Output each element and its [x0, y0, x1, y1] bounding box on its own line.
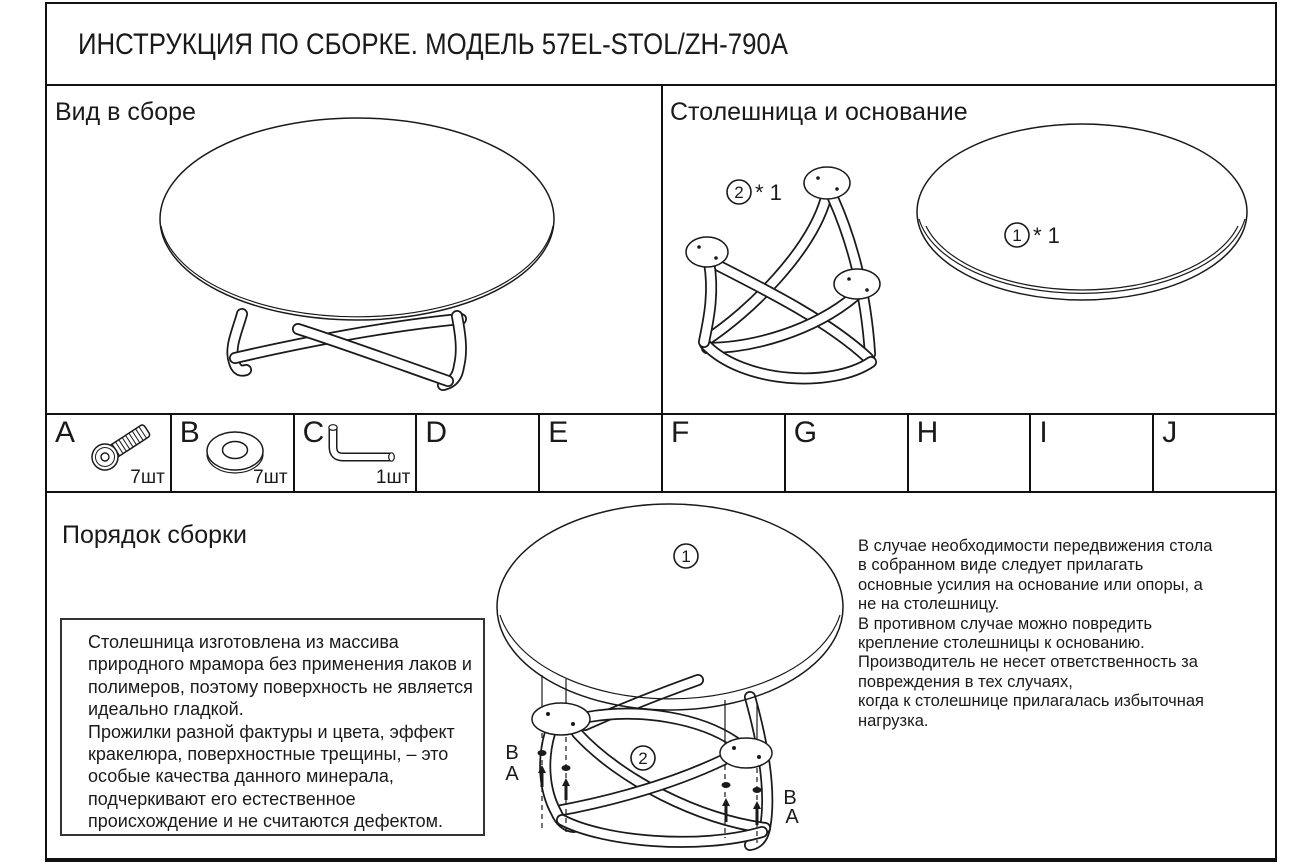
- note-line: Столешница изготовлена из массива: [88, 632, 399, 652]
- document-title: ИНСТРУКЦИЯ ПО СБОРКЕ. МОДЕЛЬ 57EL-STOL/ZH-790A: [78, 28, 788, 61]
- part-cell-i: [1029, 415, 1152, 491]
- note-line: кракелюра, поверхностные трещины, – это: [88, 744, 449, 765]
- fastener-labels-right: [783, 787, 799, 828]
- part-count: 1шт: [375, 467, 411, 488]
- note-line: когда к столешнице прилагалась избыточная: [858, 692, 1204, 711]
- assembly-heading: Порядок сборки: [62, 521, 247, 549]
- tabletop-part-drawing: [917, 124, 1247, 300]
- part-letter: A: [55, 416, 76, 449]
- assembly-section: [47, 493, 1275, 856]
- diagram-top-callout: [674, 544, 698, 568]
- tabletop-qty-label: [1005, 223, 1060, 248]
- panel-components: [661, 86, 1275, 413]
- note-line: особые качества данного минерала,: [88, 766, 394, 787]
- note-line: нагрузка.: [858, 711, 929, 730]
- handling-note: [858, 537, 1276, 731]
- part-cell-j: [1152, 415, 1275, 491]
- part-letter: H: [916, 416, 939, 449]
- part-letter: I: [1039, 416, 1048, 449]
- svg-text:A: A: [505, 763, 519, 785]
- assembly-diagram: [432, 493, 882, 856]
- diagram-base-callout: [631, 746, 655, 770]
- top-panels: [47, 86, 1275, 413]
- svg-text:A: A: [785, 806, 799, 828]
- part-cell-e: [538, 415, 661, 491]
- note-line: происхождение и не считаются дефектом.: [88, 811, 444, 832]
- title-row: [47, 4, 1275, 86]
- note-line: идеально гладкой.: [88, 699, 244, 720]
- note-line: повреждения в тех случаях,: [858, 672, 1073, 691]
- part-cell-c: [293, 415, 416, 491]
- marble-note-box: [60, 618, 485, 836]
- components-drawing: [663, 86, 1275, 413]
- note-line: основные усилия на основание или опоры, а: [858, 575, 1203, 594]
- base-drawing: [686, 167, 880, 378]
- note-line: не на столешницу.: [858, 595, 1000, 614]
- svg-text:2: 2: [638, 749, 648, 768]
- part-cell-g: [784, 415, 907, 491]
- base-qty-label: [727, 180, 782, 205]
- note-line: полимеров, поэтому поверхность не является: [88, 676, 473, 697]
- panel-assembled-view: [47, 86, 661, 413]
- svg-text:2: 2: [734, 183, 744, 202]
- part-cell-b: [170, 415, 293, 491]
- part-cell-d: [415, 415, 538, 491]
- note-line: природного мрамора без применения лаков и: [88, 654, 472, 675]
- part-count: 7шт: [253, 467, 288, 488]
- svg-text:* 1: * 1: [755, 180, 782, 205]
- components-heading: Столешница и основание: [670, 98, 968, 126]
- hardware-parts-row: [47, 413, 1275, 493]
- table-legs-drawing: [232, 314, 461, 385]
- svg-text:B: B: [505, 742, 519, 764]
- tabletop-drawing: [160, 118, 554, 320]
- part-count: 7шт: [130, 467, 165, 488]
- part-cell-a: [47, 415, 170, 491]
- note-line: Производитель не несет ответственность за: [858, 653, 1198, 672]
- svg-text:B: B: [783, 787, 797, 809]
- note-line: подчеркивают его естественное: [88, 788, 356, 809]
- part-letter: G: [793, 416, 818, 449]
- part-letter: D: [425, 416, 448, 449]
- part-cell-f: [661, 415, 784, 491]
- note-line: крепление столешницы к основанию.: [858, 634, 1145, 653]
- part-letter: C: [302, 416, 325, 449]
- part-letter: J: [1162, 416, 1178, 449]
- svg-text:1: 1: [1012, 226, 1022, 245]
- svg-text:1: 1: [681, 547, 691, 566]
- note-line: В противном случае можно повредить: [858, 614, 1153, 633]
- note-line: в собранном виде следует прилагать: [858, 556, 1144, 575]
- document-frame: [45, 2, 1277, 862]
- part-letter: E: [548, 416, 569, 449]
- part-letter: F: [671, 416, 690, 449]
- diagram-tabletop: [497, 504, 843, 710]
- assembled-table-drawing: [47, 86, 661, 413]
- note-line: Прожилки разной фактуры и цвета, эффект: [88, 721, 455, 742]
- part-letter: B: [179, 416, 200, 449]
- note-line: В случае необходимости передвижения стола: [858, 537, 1213, 555]
- svg-text:* 1: * 1: [1033, 223, 1060, 248]
- part-cell-h: [907, 415, 1030, 491]
- assembled-view-heading: Вид в сборе: [55, 98, 196, 126]
- fastener-labels-left: [505, 742, 519, 785]
